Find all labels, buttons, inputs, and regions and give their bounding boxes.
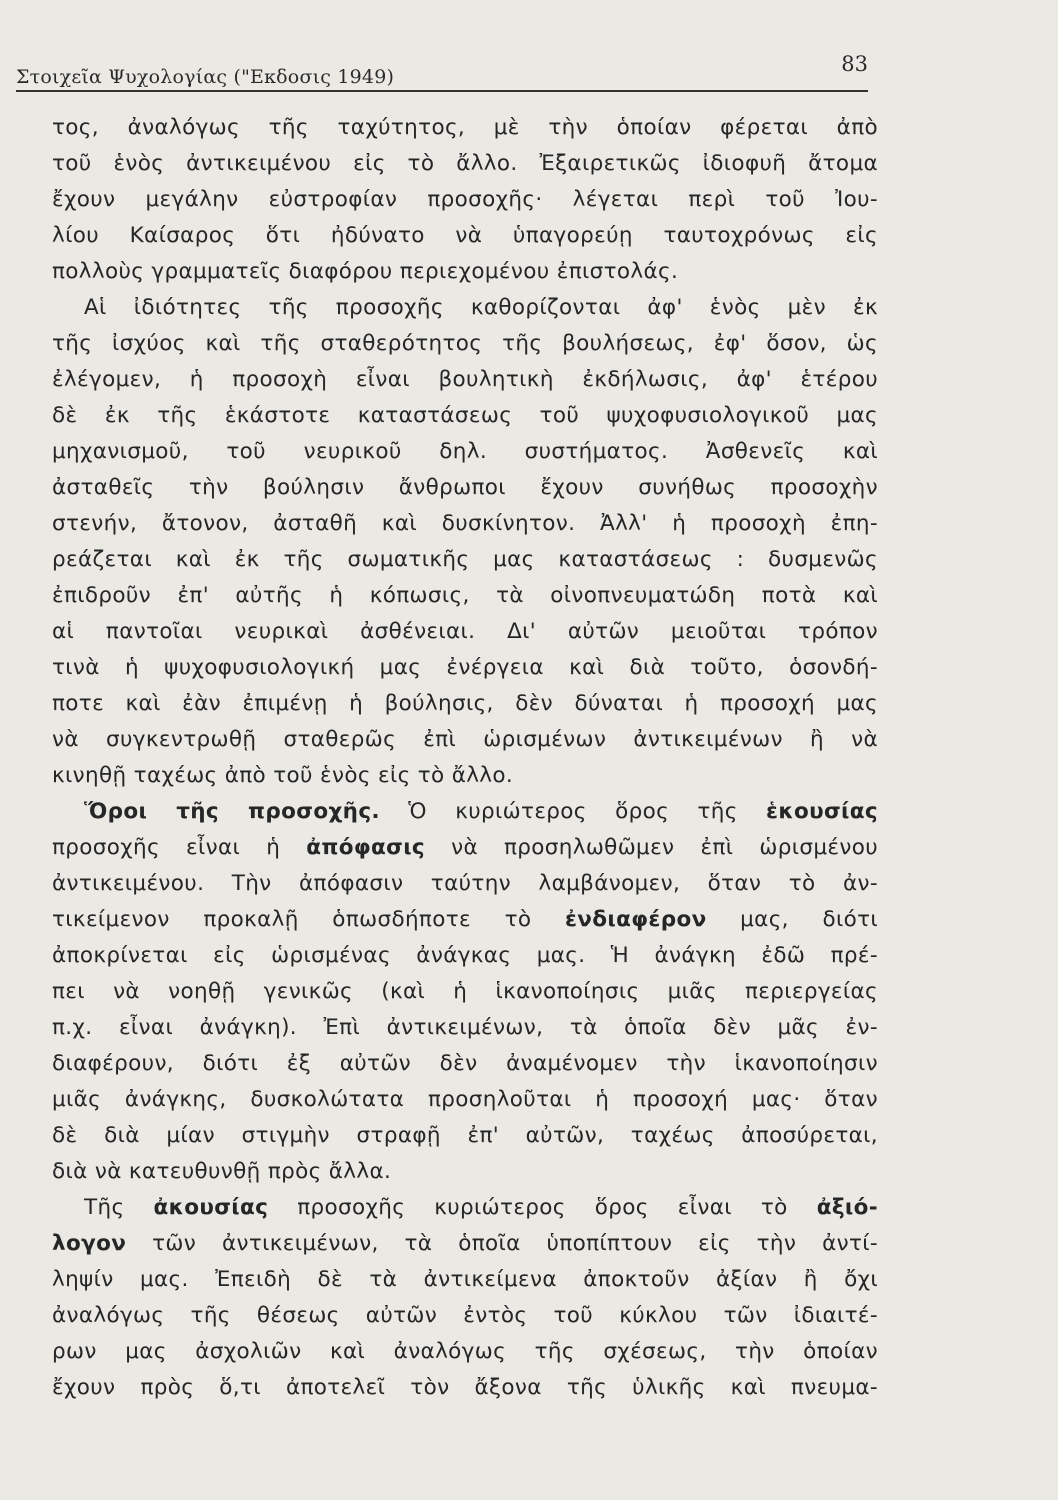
bold-term: ἐνδιαφέρον bbox=[564, 907, 707, 932]
text-line bbox=[52, 722, 878, 758]
text-line bbox=[52, 650, 878, 686]
text-segment: διὰ νὰ κατευθυνθῇ πρὸς ἄλλα. bbox=[52, 1159, 392, 1184]
text-segment: π.χ. εἶναι ἀνάγκη). Ἐπὶ ἀντικειμένων, τὰ ὁποῖα δὲν μᾶς ἐν- bbox=[52, 1015, 878, 1040]
text-segment: μιᾶς ἀνάγκης, δυσκολώτατα προσηλοῦται ἡ προσοχή μας· ὅταν bbox=[52, 1087, 878, 1112]
page-header bbox=[16, 52, 868, 92]
text-segment: στενήν, ἄτονον, ἀσταθῆ καὶ δυσκίνητον. Ἀλλ' ἡ προσοχὴ ἐπη- bbox=[52, 511, 878, 536]
text-line bbox=[52, 830, 878, 866]
text-segment: τικείμενον προκαλῇ ὁπωσδήποτε τὸ bbox=[52, 907, 565, 932]
text-line bbox=[52, 290, 878, 326]
text-segment: τῆς ἰσχύος καὶ τῆς σταθερότητος τῆς βουλήσεως, ἐφ' ὅσον, ὡς bbox=[52, 331, 878, 356]
text-segment: δὲ διὰ μίαν στιγμὴν στραφῇ ἐπ' αὐτῶν, ταχέως ἀποσύρεται, bbox=[52, 1123, 878, 1148]
text-line bbox=[52, 218, 878, 254]
bold-term: ἀξιό- bbox=[816, 1195, 878, 1220]
text-segment: ἐπιδροῦν ἐπ' αὐτῆς ἡ κόπωσις, τὰ οἰνοπνευματώδη ποτὰ καὶ bbox=[52, 583, 878, 608]
text-line bbox=[52, 326, 878, 362]
text-segment: ρων μας ἀσχολιῶν καὶ ἀναλόγως τῆς σχέσεως, τὴν ὁποίαν bbox=[52, 1339, 878, 1364]
text-line bbox=[52, 146, 878, 182]
running-title: Στοιχεῖα Ψυχολογίας ("Εκδοσις 1949) bbox=[16, 66, 395, 88]
bold-term: ἀπόφασις bbox=[306, 835, 426, 860]
text-line bbox=[52, 182, 878, 218]
text-line bbox=[52, 614, 878, 650]
text-line bbox=[52, 362, 878, 398]
text-segment: προσοχῆς εἶναι ἡ bbox=[52, 835, 307, 860]
text-segment: ἀσταθεῖς τὴν βούλησιν ἄνθρωποι ἔχουν συνήθως προσοχὴν bbox=[52, 475, 878, 500]
text-segment: ἐλέγομεν, ἡ προσοχὴ εἶναι βουλητικὴ ἐκδήλωσις, ἀφ' ἑτέρου bbox=[52, 367, 878, 392]
text-line bbox=[52, 974, 878, 1010]
text-segment: προσοχῆς κυριώτερος ὅρος εἶναι τὸ bbox=[268, 1195, 817, 1220]
text-segment: νὰ προσηλωθῶμεν ἐπὶ ὡρισμένου bbox=[425, 835, 878, 860]
page-number: 83 bbox=[841, 52, 868, 76]
text-line bbox=[52, 1010, 878, 1046]
text-line bbox=[52, 1334, 878, 1370]
text-line bbox=[52, 254, 878, 290]
text-segment: πολλοὺς γραμματεῖς διαφόρου περιεχομένου ἐπιστολάς. bbox=[52, 259, 679, 284]
text-segment: τος, ἀναλόγως τῆς ταχύτητος, μὲ τὴν ὁποίαν φέρεται ἀπὸ bbox=[52, 115, 878, 140]
text-line bbox=[52, 1046, 878, 1082]
text-line bbox=[52, 1190, 878, 1226]
text-line bbox=[52, 506, 878, 542]
text-segment: ποτε καὶ ἐὰν ἐπιμένῃ ἡ βούλησις, δὲν δύναται ἡ προσοχή μας bbox=[52, 691, 878, 716]
text-segment: πει νὰ νοηθῇ γενικῶς (καὶ ἡ ἱκανοποίησις μιᾶς περιεργείας bbox=[52, 979, 878, 1004]
text-line bbox=[52, 794, 878, 830]
text-segment: Ὁ κυριώτερος ὅρος τῆς bbox=[379, 799, 767, 824]
text-segment: ρεάζεται καὶ ἐκ τῆς σωματικῆς μας καταστάσεως : δυσμενῶς bbox=[52, 547, 878, 572]
text-segment: τοῦ ἑνὸς ἀντικειμένου εἰς τὸ ἄλλο. Ἐξαιρετικῶς ἰδιοφυῆ ἄτομα bbox=[52, 151, 878, 176]
text-segment: κινηθῇ ταχέως ἀπὸ τοῦ ἑνὸς εἰς τὸ ἄλλο. bbox=[52, 763, 514, 788]
bold-term: λογον bbox=[52, 1231, 127, 1256]
text-line bbox=[52, 1154, 878, 1190]
text-segment: Αἱ ἰδιότητες τῆς προσοχῆς καθορίζονται ἀφ' ἑνὸς μὲν ἐκ bbox=[84, 295, 878, 320]
text-segment: αἱ παντοῖαι νευρικαὶ ἀσθένειαι. Δι' αὐτῶν μειοῦται τρόπον bbox=[52, 619, 878, 644]
text-line bbox=[52, 578, 878, 614]
text-line bbox=[52, 686, 878, 722]
text-line bbox=[52, 470, 878, 506]
bold-term: ἑκουσίας bbox=[766, 799, 878, 824]
text-segment: δὲ ἐκ τῆς ἑκάστοτε καταστάσεως τοῦ ψυχοφυσιολογικοῦ μας bbox=[52, 403, 878, 428]
text-line bbox=[52, 1082, 878, 1118]
text-segment: ληψίν μας. Ἐπειδὴ δὲ τὰ ἀντικείμενα ἀποκτοῦν ἀξίαν ἢ ὄχι bbox=[52, 1267, 878, 1292]
text-line bbox=[52, 1226, 878, 1262]
text-line bbox=[52, 398, 878, 434]
text-line bbox=[52, 1262, 878, 1298]
text-segment: λίου Καίσαρος ὅτι ἠδύνατο νὰ ὑπαγορεύῃ ταυτοχρόνως εἰς bbox=[52, 223, 878, 248]
text-line bbox=[52, 1298, 878, 1334]
text-segment: ἔχουν μεγάλην εὐστροφίαν προσοχῆς· λέγεται περὶ τοῦ Ἰου- bbox=[52, 187, 878, 212]
bold-term: ἀκουσίας bbox=[153, 1195, 269, 1220]
text-segment: ἀναλόγως τῆς θέσεως αὐτῶν ἐντὸς τοῦ κύκλου τῶν ἰδιαιτέ- bbox=[52, 1303, 878, 1328]
text-line bbox=[52, 902, 878, 938]
text-line bbox=[52, 1370, 878, 1406]
text-segment: ἀντικειμένου. Τὴν ἀπόφασιν ταύτην λαμβάνομεν, ὅταν τὸ ἀν- bbox=[52, 871, 878, 896]
text-segment: μας, διότι bbox=[706, 907, 878, 932]
text-line bbox=[52, 110, 878, 146]
text-segment: μηχανισμοῦ, τοῦ νευρικοῦ δηλ. συστήματος. Ἀσθενεῖς καὶ bbox=[52, 439, 878, 464]
bold-term: Ὅροι τῆς προσοχῆς. bbox=[84, 799, 380, 824]
text-segment: διαφέρουν, διότι ἐξ αὐτῶν δὲν ἀναμένομεν τὴν ἱκανοποίησιν bbox=[52, 1051, 878, 1076]
text-segment: ἔχουν πρὸς ὅ,τι ἀποτελεῖ τὸν ἄξονα τῆς ὑλικῆς καὶ πνευμα- bbox=[52, 1375, 878, 1400]
text-line bbox=[52, 434, 878, 470]
text-line bbox=[52, 542, 878, 578]
text-line bbox=[52, 938, 878, 974]
text-line bbox=[52, 866, 878, 902]
body-text bbox=[52, 110, 878, 1406]
text-segment: Τῆς bbox=[84, 1195, 154, 1220]
text-segment: ἀποκρίνεται εἰς ὡρισμένας ἀνάγκας μας. Ἡ ἀνάγκη ἐδῶ πρέ- bbox=[52, 943, 878, 968]
text-line bbox=[52, 1118, 878, 1154]
text-segment: νὰ συγκεντρωθῇ σταθερῶς ἐπὶ ὡρισμένων ἀντικειμένων ἢ νὰ bbox=[52, 727, 878, 752]
text-line bbox=[52, 758, 878, 794]
text-segment: τινὰ ἡ ψυχοφυσιολογική μας ἐνέργεια καὶ διὰ τοῦτο, ὁσονδή- bbox=[52, 655, 878, 680]
header-rule bbox=[16, 90, 868, 92]
text-segment: τῶν ἀντικειμένων, τὰ ὁποῖα ὑποπίπτουν εἰς τὴν ἀντί- bbox=[126, 1231, 878, 1256]
